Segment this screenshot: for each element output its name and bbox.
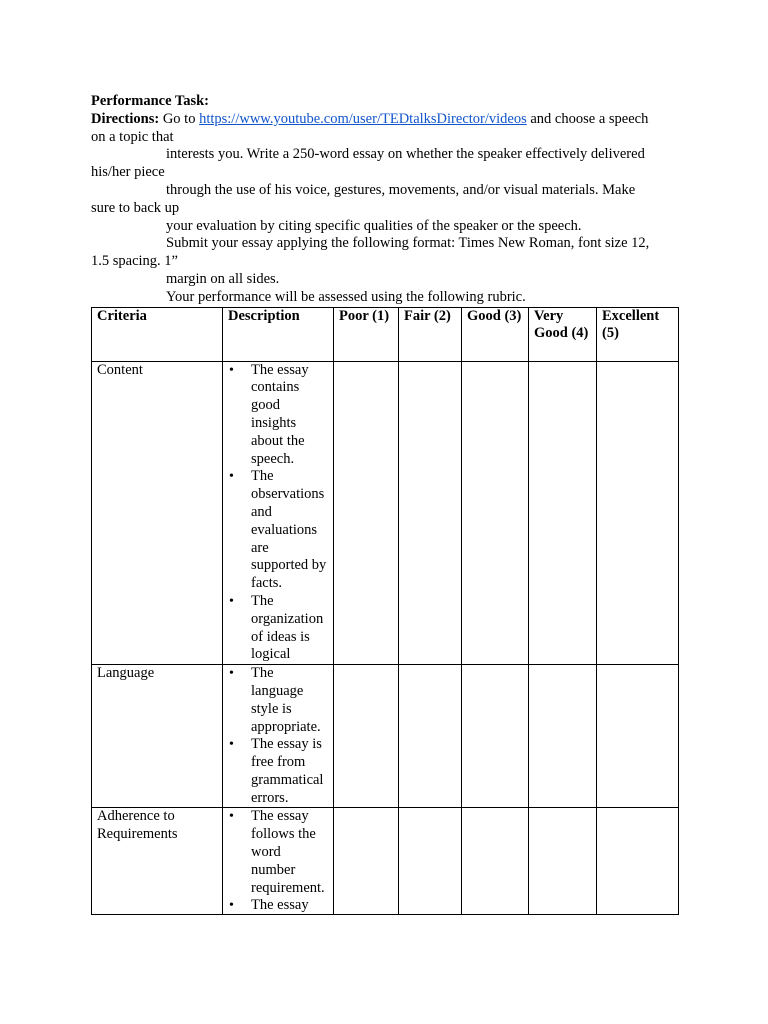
directions-line: through the use of his voice, gestures, movements, and/or visual materials. Make — [166, 181, 636, 198]
score-cell — [399, 808, 462, 915]
directions-line: Directions: Go to https://www.youtube.com/user/TEDtalksDirector/videos and choose a speech — [91, 110, 649, 127]
directions-line: sure to back up — [91, 199, 180, 216]
score-cell — [462, 361, 529, 665]
header-good: Good (3) — [462, 307, 529, 361]
score-cell — [597, 361, 679, 665]
bullet-item: • The organization of ideas is logical — [228, 593, 328, 664]
bullet-item: • The language style is appropriate. — [228, 665, 328, 736]
bullet-item: • The observations and evaluations are supported by facts. — [228, 468, 328, 593]
document-page — [91, 93, 678, 915]
bullet-item: • The essay contains good insights about the speech. — [228, 362, 328, 469]
directions-line: his/her piece — [91, 164, 165, 181]
score-cell — [399, 361, 462, 665]
rubric-row-adherence — [92, 808, 679, 915]
rubric-row-content — [92, 361, 679, 665]
bullet-item: • The essay follows the word number requirement. — [228, 808, 328, 897]
directions-line: 1.5 spacing. 1” — [91, 253, 178, 270]
score-cell — [529, 808, 597, 915]
rubric-row-language — [92, 665, 679, 808]
bullet-item: • The essay — [228, 897, 328, 914]
score-cell — [462, 665, 529, 808]
rubric-table — [91, 307, 679, 916]
score-cell — [399, 665, 462, 808]
description-cell — [223, 808, 334, 915]
score-cell — [597, 665, 679, 808]
directions-line: interests you. Write a 250-word essay on whether the speaker effectively delivered — [166, 146, 645, 163]
header-excellent: Excellent (5) — [597, 307, 679, 361]
header-description: Description — [223, 307, 334, 361]
criteria-cell: Adherence to Requirements — [92, 808, 223, 915]
bullet-item: • The essay is free from grammatical errors. — [228, 736, 328, 807]
score-cell — [462, 808, 529, 915]
description-cell — [223, 665, 334, 808]
directions-text — [91, 129, 678, 307]
rubric-header-row — [92, 307, 679, 361]
header-poor: Poor (1) — [334, 307, 399, 361]
directions-line: Submit your essay applying the following format: Times New Roman, font size 12, — [166, 235, 650, 252]
directions-line: your evaluation by citing specific qualities of the speaker or the speech. — [166, 217, 582, 234]
criteria-cell: Language — [92, 665, 223, 808]
header-very-good: Very Good (4) — [529, 307, 597, 361]
score-cell — [334, 665, 399, 808]
directions-line: Your performance will be assessed using the following rubric. — [166, 288, 526, 305]
directions-label: Directions: — [91, 110, 160, 127]
score-cell — [334, 808, 399, 915]
score-cell — [529, 361, 597, 665]
criteria-cell: Content — [92, 361, 223, 665]
header-criteria: Criteria — [92, 307, 223, 361]
directions-line: on a topic that — [91, 128, 174, 145]
directions-line: margin on all sides. — [166, 270, 280, 287]
score-cell — [529, 665, 597, 808]
youtube-link[interactable]: https://www.youtube.com/user/TEDtalksDirector/videos — [199, 110, 527, 127]
description-cell — [223, 361, 334, 665]
score-cell — [597, 808, 679, 915]
header-fair: Fair (2) — [399, 307, 462, 361]
task-title: Performance Task: — [91, 93, 209, 109]
score-cell — [334, 361, 399, 665]
